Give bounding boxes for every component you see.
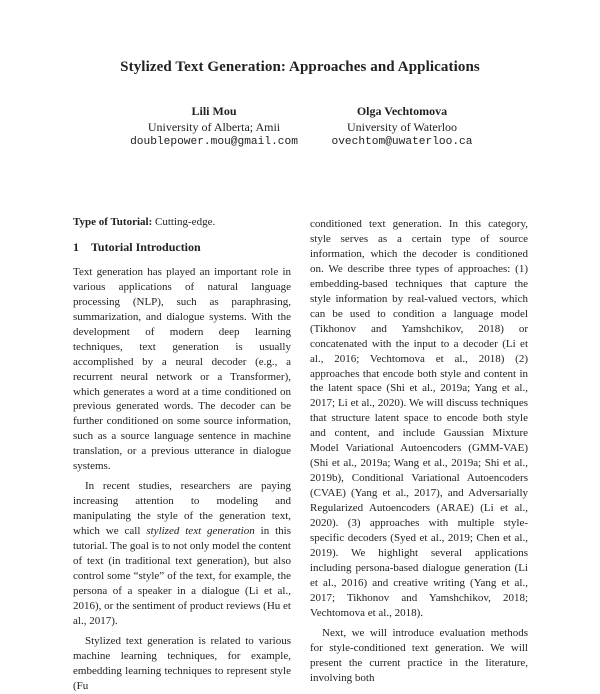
author-email: ovechtom@uwaterloo.ca: [331, 136, 473, 148]
paragraph: [73, 479, 291, 629]
paragraph-text: in this tutorial. The goal is to not only model the content of text (in traditional text generation), but also control some “style” of the text, for example, the persona of a speaker in a dialogue (Li et al., 2016), or the sentiment of product reviews (Hu et al., 2017).: [73, 525, 292, 627]
section-number: 1: [73, 239, 79, 254]
left-column: [73, 215, 291, 694]
section-heading: [73, 240, 291, 255]
paragraph: Next, we will introduce evaluation methods for style-conditioned text generation. We will present the current practice in the literature, involving both: [310, 626, 528, 684]
emphasis-text: stylized text generation: [146, 525, 255, 538]
right-column: [310, 217, 528, 686]
tutorial-type-label: Type of Tutorial:: [73, 216, 153, 228]
author-affiliation: University of Alberta; Amii: [147, 119, 281, 134]
author-email: doublepower.mou@gmail.com: [130, 136, 298, 148]
tutorial-type: [73, 215, 291, 230]
paragraph-text: In recent studies, researchers are paying increasing attention to modeling and manipulating the style of the generation text, which we call: [73, 480, 291, 538]
author-block-2: [282, 104, 522, 151]
tutorial-type-value: Cutting-edge.: [155, 216, 216, 228]
paragraph: Text generation has played an important role in various applications of natural language processing (NLP), such as paraphrasing, summarization, and dialogue systems. With the development of modern deep learning techniques, text generation is usually accomplished by a neural decoder (e.g., a recurrent neural network or a Transformer), which generates a word at a time conditioned on previous generated words. The decoder can be further conditioned on some source information, such as a source language sentence in machine translation, or a previous utterance in dialogue systems.: [73, 265, 291, 473]
author-name: Olga Vechtomova: [356, 104, 448, 118]
section-title: Tutorial Introduction: [91, 239, 201, 254]
paragraph: conditioned text generation. In this category, style serves as a certain type of source information, which the decoder is conditioned on. We describe three types of approaches: (1) embedding-based techniques that capture the style information by real-valued vectors, which can be used to condition a language model (Tikhonov and Yamshchikov, 2018) or concatenated with the input to a decoder (Li et al., 2016; Vechtomova et al., 2018) (2) approaches that encode both style and content in the latent space (Shi et al., 2019a; Yang et al., 2017; Li et al., 2020). We will discuss techniques that structure latent space to encode both style and content, and include Gaussian Mixture Model Variational Autoencoders (GMM-VAE) (Shi et al., 2019a; Wang et al., 2019a; Shi et al., 2019b), Conditional Variational Autoencoders (CVAE) (Yang et al., 2017), and Adversarially Regularized Autoencoders (ARAE) (Li et al., 2020). (3) approaches with multiple style-specific decoders (Syed et al., 2019; Chen et al., 2019). We highlight several applications including persona-based dialogue generation (Li et al., 2016) and creative writing (Yang et al., 2017; Tikhonov and Yamshchikov, 2018; Vechtomova et al., 2018).: [310, 218, 528, 619]
paper-title: Stylized Text Generation: Approaches and Applications: [120, 59, 480, 75]
paragraph: Stylized text generation is related to various machine learning techniques, for example, embedding learning techniques to represent style (Fu: [73, 634, 291, 692]
author-affiliation: University of Waterloo: [346, 119, 458, 134]
author-name: Lili Mou: [191, 104, 237, 118]
